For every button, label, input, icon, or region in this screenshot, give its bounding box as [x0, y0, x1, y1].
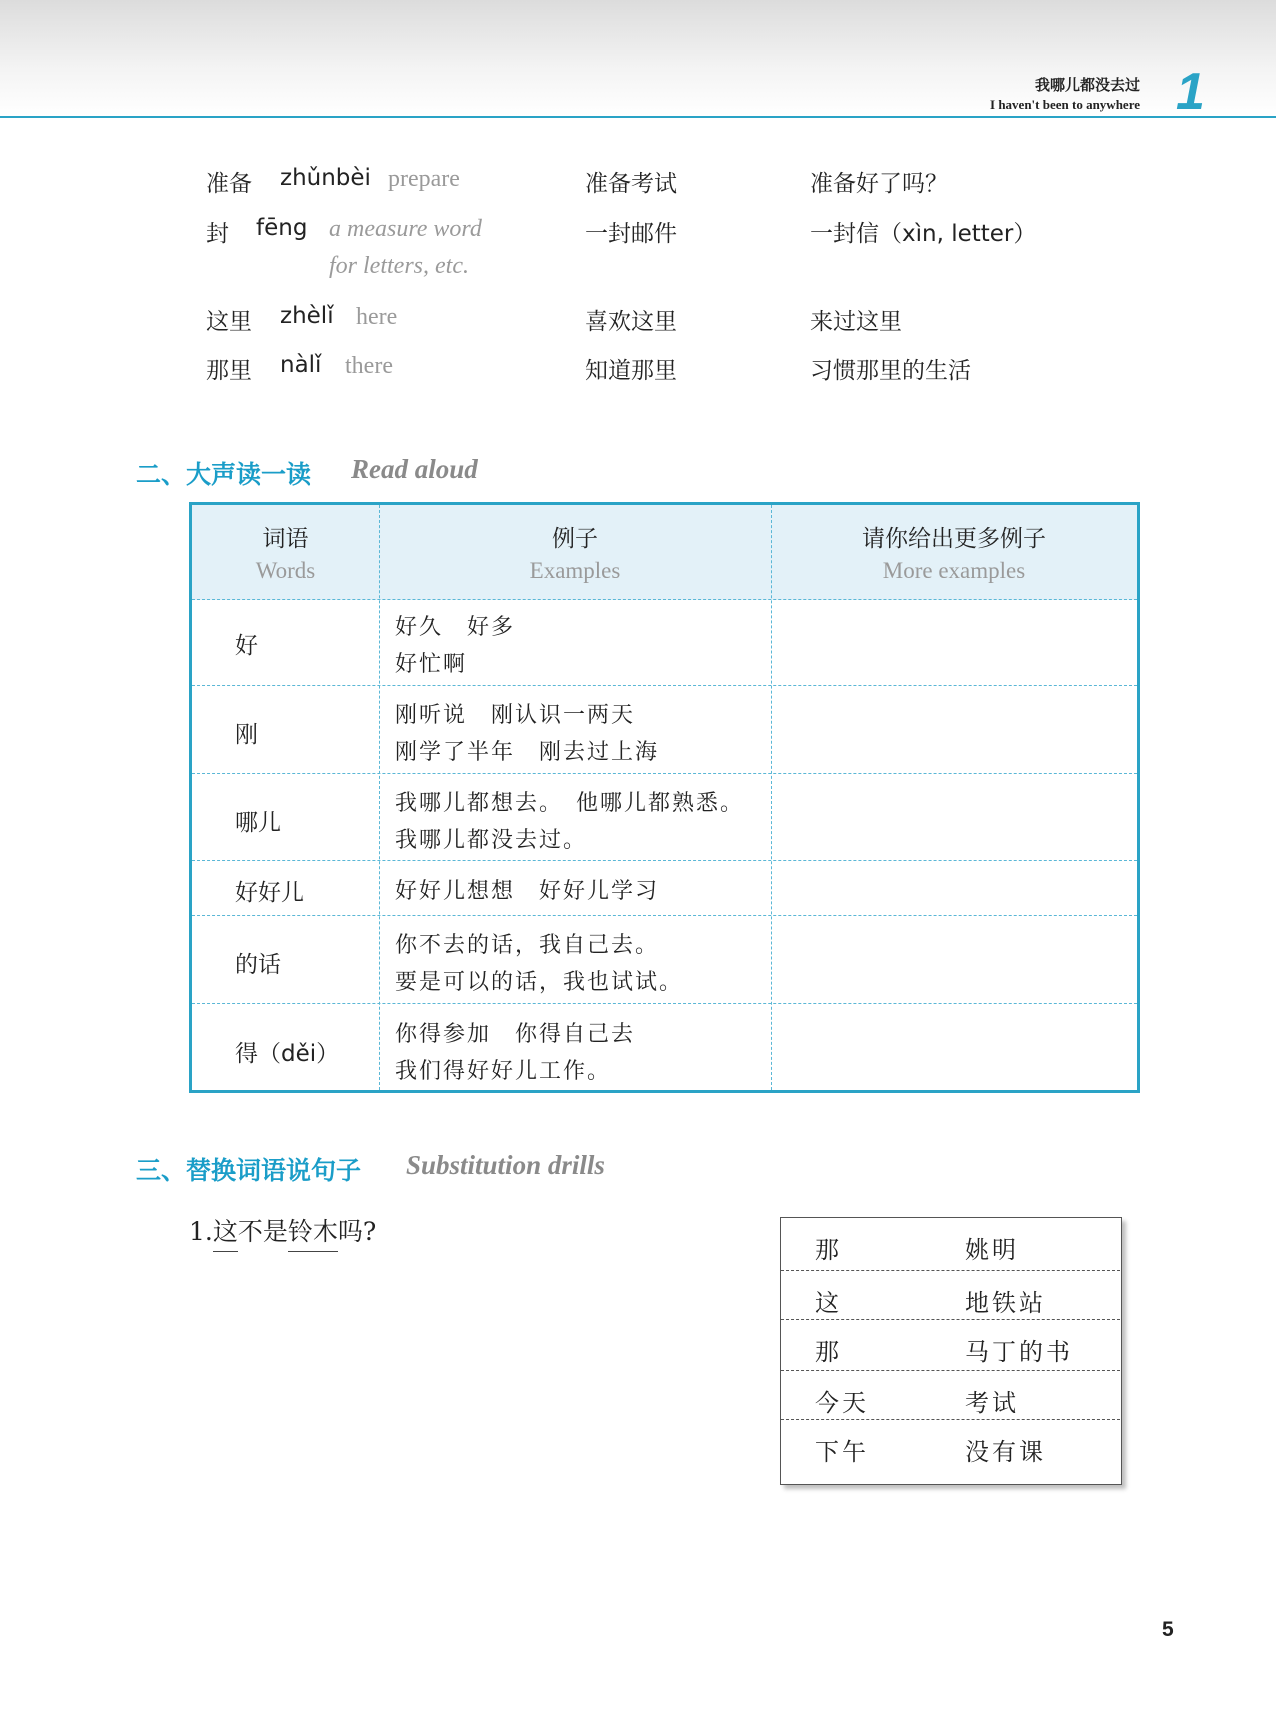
table-row-example: 好久 好多 — [395, 615, 516, 640]
vocab-char: 那里 — [206, 358, 252, 384]
header-examples-en: Examples — [529, 558, 621, 583]
row-divider — [192, 1003, 1137, 1004]
section-title: 二、大声读一读 — [136, 460, 312, 489]
table-row-word: 哪儿 — [235, 810, 281, 836]
table-row-example: 要是可以的话，我也试试。 — [395, 970, 684, 995]
header-words-en: Words — [255, 558, 316, 583]
table-row-word: 好好儿 — [235, 880, 304, 906]
chapter-number: 1 — [1176, 63, 1205, 121]
substitution-b: 考试 — [965, 1389, 1019, 1417]
header-words-zh: 词语 — [262, 526, 309, 552]
drill-number: 1. — [189, 1217, 213, 1246]
vocab-pinyin: zhǔnbèi — [280, 165, 371, 191]
row-divider — [192, 685, 1137, 686]
table-row-word: 得（děi） — [235, 1041, 340, 1067]
section-title: 三、替换词语说句子 — [136, 1156, 362, 1185]
table-row-word: 的话 — [235, 952, 281, 978]
vocab-pinyin: zhèlǐ — [280, 303, 334, 329]
vocab-example: 来过这里 — [810, 309, 902, 335]
vocab-example: 习惯那里的生活 — [810, 358, 971, 384]
table-row-example: 我哪儿都想去。 他哪儿都熟悉。 — [395, 791, 745, 816]
vocab-example: 喜欢这里 — [585, 309, 677, 335]
table-row-example: 你不去的话，我自己去。 — [395, 933, 660, 958]
table-row-example: 我们得好好儿工作。 — [395, 1059, 612, 1084]
row-divider — [192, 915, 1137, 916]
substitution-b: 马丁的书 — [965, 1338, 1073, 1366]
table-row-example: 我哪儿都没去过。 — [395, 828, 588, 853]
header-rule — [0, 116, 1276, 118]
vocab-example: 准备好了吗？ — [810, 171, 948, 197]
vocab-english: a measure word — [329, 216, 482, 242]
substitution-b: 姚明 — [965, 1236, 1019, 1264]
row-divider — [192, 773, 1137, 774]
header-title-zh: 我哪儿都没去过 — [1034, 76, 1140, 94]
drill-text-part: 不是 — [237, 1217, 288, 1246]
vocab-char: 准备 — [206, 171, 252, 197]
vocab-example: 一封邮件 — [585, 221, 677, 247]
read-aloud-table — [189, 502, 1140, 1093]
vocab-example: 准备考试 — [585, 171, 677, 197]
substitution-a: 下午 — [815, 1438, 869, 1466]
table-row-example: 刚学了半年 刚去过上海 — [395, 740, 660, 765]
table-row-example: 你得参加 你得自己去 — [395, 1022, 636, 1047]
substitution-b: 地铁站 — [965, 1289, 1046, 1317]
vocab-example: 一封信（xìn, letter） — [810, 221, 1037, 247]
drill-slot-2: 铃木 — [287, 1217, 338, 1246]
drill-text-part: 吗? — [337, 1217, 377, 1246]
substitution-a: 那 — [815, 1338, 842, 1366]
substitution-row — [781, 1370, 1120, 1420]
header-title-en: I haven't been to anywhere — [990, 97, 1140, 112]
table-row-example: 好好儿想想 好好儿学习 — [395, 879, 660, 904]
table-row-word: 刚 — [235, 722, 258, 748]
substitution-row — [781, 1419, 1120, 1469]
vocab-char: 封 — [206, 221, 229, 247]
header-examples-zh: 例子 — [552, 526, 598, 552]
header-more-zh: 请你给出更多例子 — [862, 526, 1046, 552]
section-subtitle: Read aloud — [351, 454, 478, 484]
vocab-english-cont: for letters, etc. — [329, 253, 469, 279]
vocab-pinyin: nàlǐ — [280, 352, 322, 378]
vocab-english: prepare — [388, 166, 460, 192]
table-row-example: 刚听说 刚认识一两天 — [395, 703, 636, 728]
substitution-b: 没有课 — [965, 1438, 1046, 1466]
vocab-pinyin: fēng — [256, 215, 308, 241]
substitution-a: 那 — [815, 1236, 842, 1264]
page-number: 5 — [1162, 1618, 1174, 1641]
substitution-row — [781, 1319, 1120, 1369]
substitution-box — [780, 1217, 1122, 1485]
vocab-english: there — [345, 353, 393, 379]
section-subtitle: Substitution drills — [406, 1150, 605, 1180]
vocab-example: 知道那里 — [585, 358, 677, 384]
header-more-en: More examples — [882, 558, 1026, 583]
vocab-char: 这里 — [206, 309, 252, 335]
table-row-word: 好 — [235, 633, 258, 659]
substitution-row — [781, 1218, 1120, 1268]
vocab-english: here — [356, 304, 398, 330]
substitution-a: 这 — [815, 1289, 842, 1317]
drill-slot-1: 这 — [212, 1217, 238, 1246]
substitution-row — [781, 1270, 1120, 1320]
drill-sentence — [189, 1212, 376, 1248]
substitution-a: 今天 — [815, 1389, 869, 1417]
row-divider — [192, 860, 1137, 861]
table-row-example: 好忙啊 — [395, 652, 468, 677]
